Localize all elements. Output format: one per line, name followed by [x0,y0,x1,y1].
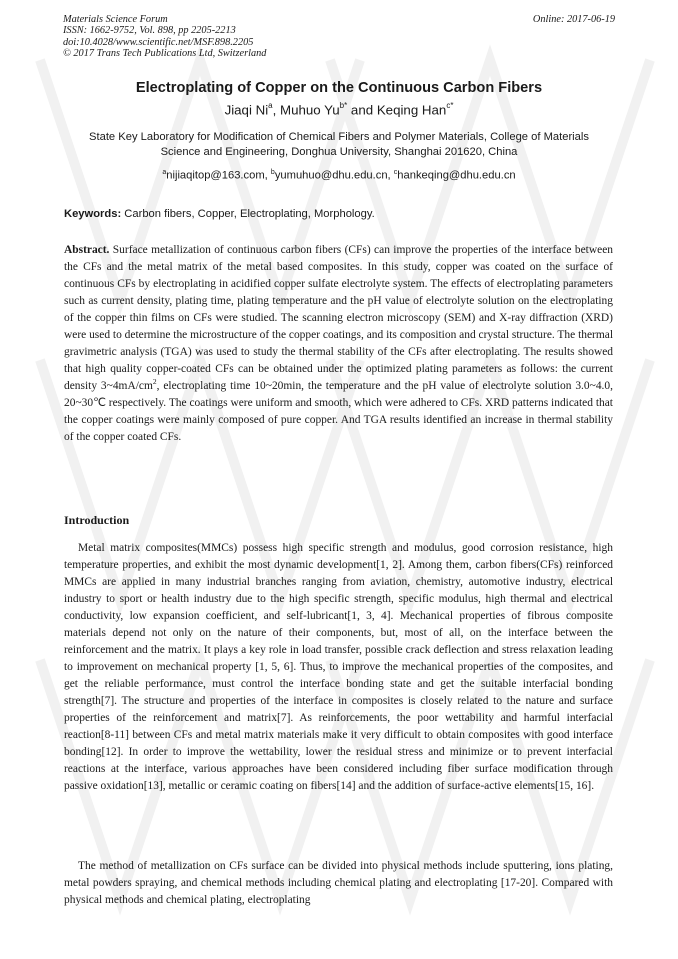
author-name: Muhuo Yu [280,102,340,118]
section-heading: Introduction [64,513,130,527]
author-name: Jiaqi Ni [224,102,269,118]
keywords-label: Keywords: [64,208,122,220]
abstract-label: Abstract. [64,244,110,256]
issn-line: ISSN: 1662-9752, Vol. 898, pp 2205-2213 [63,25,236,37]
abstract-text: Surface metallization of continuous carbon fibers (CFs) can improve the properties of the interface between the CFs and the metal matrix of the metal based composites. In this study, copper was coated on the surface of continuous CFs by electroplating in acidified copper sulfate electrolyte system. The effects of electroplating parameters such as current density, plating time, plating temperature and the pH value of electrolyte solution on the electroplating of the copper thin films on CFs were studied. The scanning electron microscopy (SEM) and X-ray diffraction (XRD) were used to determine the microstructure of the copper coatings, and its composition and crystal structure. The thermal gravimetric analysis (TGA) was used to study the thermal stability of the CFs after electroplating. The results showed that high quality copper-coated CFs can be obtained under the optimized plating parameters as follows: the current density 3~4mA/cm [64,244,613,392]
author-list [0,102,678,117]
paragraph: The method of metallization on CFs surface can be divided into physical methods include sputtering, ions plating, metal powders spraying, and chemical methods including chemical plating and electroplating [17-20]. Compared with physical methods and chemical plating, electroplating [64,860,613,906]
affiliation: State Key Laboratory for Modification of Chemical Fibers and Polymer Materials, College of Materials Science and Engineering, Donghua University, Shanghai 201620, China [89,131,589,159]
author-marker: b* [339,101,348,110]
abstract [64,242,613,446]
author-marker: c* [446,101,454,110]
online-date: Online: 2017-06-19 [532,14,615,25]
email-marker: c [393,169,398,176]
author-marker: a [268,101,273,110]
author-emails [0,169,678,182]
journal-info [63,14,266,59]
email-marker: b [270,169,275,176]
email-link[interactable]: nijiaqitop@163.com, [166,169,271,182]
doi-line: doi:10.4028/www.scientific.net/MSF.898.2205 [63,36,254,48]
unit-superscript: 2 [152,377,157,387]
email-marker: a [162,169,167,176]
email-link[interactable]: hankeqing@dhu.edu.cn [397,169,516,182]
abstract-text-cont: , electroplating time 10~20min, the temperature and the pH value of electrolyte solution 3.0~4.0, 20~30℃ respectively. The coatings were uniform and smooth, which were adhered to CFs. XRD patterns indicated that the copper coatings were mainly composed of pure copper. And TGA results identified an increase in thermal stability of the copper coated CFs. [64,380,613,443]
author-separator: , [272,102,281,118]
journal-name: Materials Science Forum [63,14,168,25]
keywords-text: Carbon fibers, Copper, Electroplating, Morphology. [121,208,375,220]
keywords [64,208,375,220]
author-separator: and [347,102,377,118]
email-link[interactable]: yumuhuo@dhu.edu.cn, [274,169,394,182]
author-name: Keqing Han [376,102,447,118]
paragraph: Metal matrix composites(MMCs) possess high specific strength and modulus, good corrosion resistance, high temperature properties, and exhibit the most dynamic development[1, 2]. Among them, carbon fibers(CFs) reinforced MMCs are applied in many industrial branches ranging from aviation, chemistry, automotive industry, electrical industry to sport or health industry due to the high specific strength, specific modulus, high thermal and electrical conductivity, low expansion coefficient, and self-lubricant[1, 3, 4]. Mechanical properties of fibrous composite materials depend not only on the nature of their components, but, most of all, on the interface between the reinforcement and the matrix. It plays a key role in load transfer, possible crack deflection and stress relaxation leading to improvement on mechanical property [1, 5, 6]. Thus, to improve the mechanical properties of the composites, and get the reliable performance, must control the interface bonding state and get the suitable interfacial bonding strength[7]. The structure and properties of the interface in composites is closely related to the nature and surface properties of the reinforcement and matrix[7]. As reinforcements, the poor wettability and harmful interfacial reaction[8-11] between CFs and metal matrix materials make it very difficult to obtain composites with good interface bonding[12]. In order to improve the wettability, lower the residual stress and minimize or to prevent interfacial reactions at the interface, various approaches have been considered including fiber surface modification through passive oxidation[13], metallic or ceramic coating on fibers[14] and the addition of surface-active elements[15, 16]. [64,542,613,792]
paper-title: Electroplating of Copper on the Continuous Carbon Fibers [135,80,543,96]
copyright-line: © 2017 Trans Tech Publications Ltd, Switzerland [63,47,267,59]
